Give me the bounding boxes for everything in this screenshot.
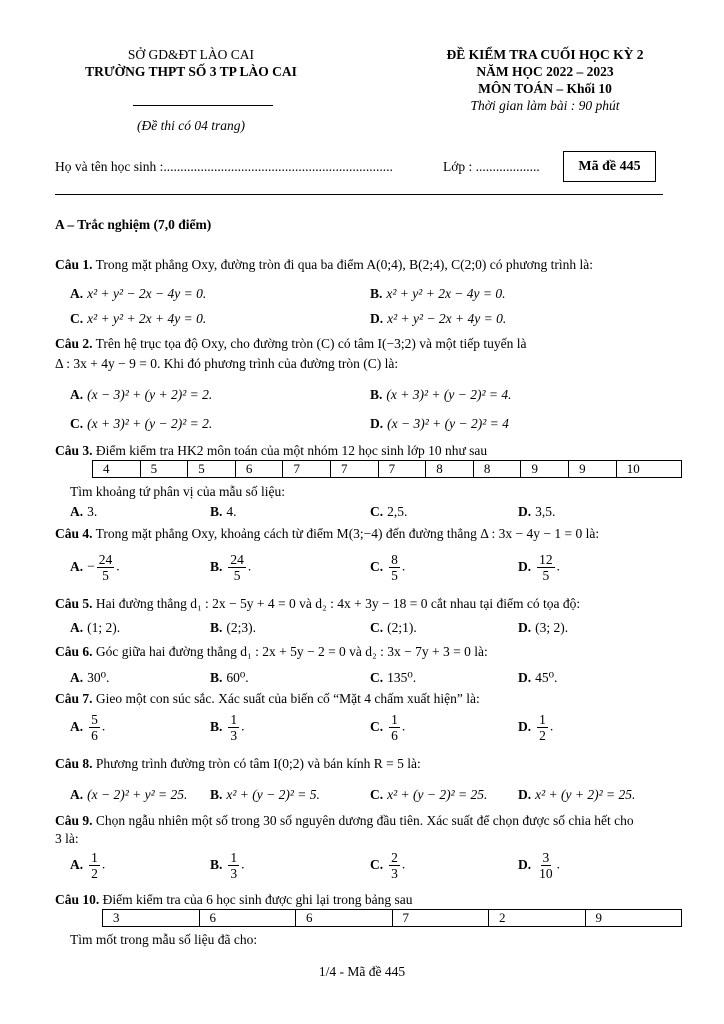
q9-option-d[interactable]: D. $\frac{3}{10}$ . bbox=[518, 850, 560, 881]
q10-prompt: Tìm mốt trong mẫu số liệu đã cho: bbox=[70, 932, 258, 947]
school-name: TRƯỜNG THPT SỐ 3 TP LÀO CAI bbox=[85, 64, 297, 79]
table-cell: 3 bbox=[103, 910, 200, 927]
q7-option-b[interactable]: B. $\frac{1}{3}$ . bbox=[210, 712, 245, 743]
page-footer: 1/4 - Mã đề 445 bbox=[318, 964, 406, 979]
q4-option-c[interactable]: C. $\frac{8}{5}$ . bbox=[370, 552, 406, 583]
q8-option-b[interactable]: B. x² + (y − 2)² = 5. bbox=[210, 787, 320, 802]
table-cell: 9 bbox=[521, 461, 569, 478]
table-cell: 7 bbox=[283, 461, 331, 478]
table-cell: 9 bbox=[569, 461, 617, 478]
pages-note: (Đề thi có 04 trang) bbox=[137, 118, 245, 133]
exam-code-box: Mã đề 445 bbox=[563, 151, 656, 182]
q6-option-d[interactable]: D. 45⁰. bbox=[518, 670, 558, 685]
question-2-line2: Δ : 3x + 4y − 9 = 0. Khi đó phương trình của đường tròn (C) là: bbox=[55, 356, 399, 371]
q7-option-c[interactable]: C. $\frac{1}{6}$ . bbox=[370, 712, 406, 743]
q8-option-c[interactable]: C. x² + (y − 2)² = 25. bbox=[370, 787, 488, 802]
q1-option-a[interactable]: A. x² + y² − 2x − 4y = 0. bbox=[70, 286, 207, 301]
table-cell: 5 bbox=[140, 461, 188, 478]
q8-option-d[interactable]: D. x² + (y + 2)² = 25. bbox=[518, 787, 636, 802]
time-allowed: Thời gian làm bài : 90 phút bbox=[470, 98, 620, 113]
table-cell: 9 bbox=[585, 910, 682, 927]
table-cell: 6 bbox=[199, 910, 296, 927]
school-department: SỞ GD&ĐT LÀO CAI bbox=[127, 47, 255, 62]
q3-option-d[interactable]: D. 3,5. bbox=[518, 504, 556, 519]
school-year: NĂM HỌC 2022 – 2023 bbox=[476, 64, 614, 79]
q5-option-a[interactable]: A. (1; 2). bbox=[70, 620, 121, 635]
table-cell: 8 bbox=[473, 461, 521, 478]
q2-option-b[interactable]: B. (x + 3)² + (y − 2)² = 4. bbox=[370, 387, 512, 402]
subject: MÔN TOÁN – Khối 10 bbox=[478, 81, 612, 96]
question-6: Câu 6. Góc giữa hai đường thẳng d₁ : 2x + 5y − 2 = 0 và d₂ : 3x − 7y + 3 = 0 là: bbox=[55, 644, 488, 659]
q3-score-table bbox=[92, 460, 682, 478]
table-cell: 10 bbox=[616, 461, 681, 478]
q1-option-d[interactable]: D. x² + y² − 2x + 4y = 0. bbox=[370, 311, 507, 326]
question-8: Câu 8. Phương trình đường tròn có tâm I(0;2) và bán kính R = 5 là: bbox=[55, 756, 421, 771]
q4-option-b[interactable]: B. $\frac{24}{5}$ . bbox=[210, 552, 252, 583]
question-10: Câu 10. Điểm kiểm tra của 6 học sinh được ghi lại trong bảng sau bbox=[55, 892, 413, 907]
q6-option-b[interactable]: B. 60⁰. bbox=[210, 670, 249, 685]
q2-option-c[interactable]: C. (x + 3)² + (y − 2)² = 2. bbox=[70, 416, 213, 431]
table-cell: 8 bbox=[426, 461, 474, 478]
separator-line bbox=[55, 194, 663, 195]
q9-option-a[interactable]: A. $\frac{1}{2}$ . bbox=[70, 850, 106, 881]
q5-option-b[interactable]: B. (2;3). bbox=[210, 620, 257, 635]
q6-option-a[interactable]: A. 30⁰. bbox=[70, 670, 110, 685]
q1-option-b[interactable]: B. x² + y² + 2x − 4y = 0. bbox=[370, 286, 506, 301]
q9-option-c[interactable]: C. $\frac{2}{3}$ . bbox=[370, 850, 406, 881]
table-cell: 2 bbox=[489, 910, 586, 927]
q3-option-a[interactable]: A. 3. bbox=[70, 504, 98, 519]
question-5: Câu 5. Hai đường thẳng d₁ : 2x − 5y + 4 = 0 và d₂ : 4x + 3y − 18 = 0 cắt nhau tại điểm có tọa độ: bbox=[55, 596, 581, 611]
student-name-field: Họ và tên học sinh :.................................................................... bbox=[55, 159, 393, 174]
q3-option-b[interactable]: B. 4. bbox=[210, 504, 237, 519]
table-cell: 5 bbox=[188, 461, 236, 478]
table-cell: 6 bbox=[296, 910, 393, 927]
q1-option-c[interactable]: C. x² + y² + 2x + 4y = 0. bbox=[70, 311, 207, 326]
question-9-line2: 3 là: bbox=[55, 831, 79, 846]
table-cell: 6 bbox=[235, 461, 283, 478]
q4-option-a[interactable]: A. − $\frac{24}{5}$ . bbox=[70, 552, 120, 583]
table-cell: 7 bbox=[378, 461, 426, 478]
question-2: Câu 2. Trên hệ trục tọa độ Oxy, cho đường tròn (C) có tâm I(−3;2) và một tiếp tuyến là bbox=[55, 336, 527, 351]
question-7: Câu 7. Gieo một con súc sắc. Xác suất của biến cố “Mặt 4 chấm xuất hiện” là: bbox=[55, 691, 480, 706]
q4-option-d[interactable]: D. $\frac{12}{5}$ . bbox=[518, 552, 560, 583]
table-cell: 4 bbox=[93, 461, 141, 478]
section-title: A – Trắc nghiệm (7,0 điểm) bbox=[55, 217, 212, 232]
q5-option-d[interactable]: D. (3; 2). bbox=[518, 620, 569, 635]
q9-option-b[interactable]: B. $\frac{1}{3}$ . bbox=[210, 850, 245, 881]
header-divider bbox=[133, 105, 273, 106]
question-3: Câu 3. Điểm kiểm tra HK2 môn toán của một nhóm 12 học sinh lớp 10 như sau bbox=[55, 443, 488, 458]
q8-option-a[interactable]: A. (x − 2)² + y² = 25. bbox=[70, 787, 188, 802]
q3-prompt: Tìm khoảng tứ phân vị của mẫu số liệu: bbox=[70, 484, 286, 499]
q3-option-c[interactable]: C. 2,5. bbox=[370, 504, 408, 519]
q7-option-d[interactable]: D. $\frac{1}{2}$ . bbox=[518, 712, 554, 743]
table-cell: 7 bbox=[392, 910, 489, 927]
question-4: Câu 4. Trong mặt phẳng Oxy, khoảng cách từ điểm M(3;−4) đến đường thẳng Δ : 3x − 4y − 1 = 0 là: bbox=[55, 526, 600, 541]
question-1: Câu 1. Trong mặt phẳng Oxy, đường tròn đi qua ba điểm A(0;4), B(2;4), C(2;0) có phương trình là: bbox=[55, 257, 594, 272]
q7-option-a[interactable]: A. $\frac{5}{6}$ . bbox=[70, 712, 106, 743]
exam-title: ĐỀ KIỂM TRA CUỐI HỌC KỲ 2 bbox=[446, 47, 644, 62]
q5-option-c[interactable]: C. (2;1). bbox=[370, 620, 417, 635]
q10-score-table bbox=[102, 909, 682, 927]
q2-option-a[interactable]: A. (x − 3)² + (y + 2)² = 2. bbox=[70, 387, 213, 402]
question-9: Câu 9. Chọn ngẫu nhiên một số trong 30 số nguyên dương đầu tiên. Xác suất để chọn được số chia hết cho bbox=[55, 813, 634, 828]
table-cell: 7 bbox=[331, 461, 379, 478]
q2-option-d[interactable]: D. (x − 3)² + (y − 2)² = 4 bbox=[370, 416, 509, 431]
class-field: Lớp : ................... bbox=[443, 159, 540, 174]
q6-option-c[interactable]: C. 135⁰. bbox=[370, 670, 417, 685]
